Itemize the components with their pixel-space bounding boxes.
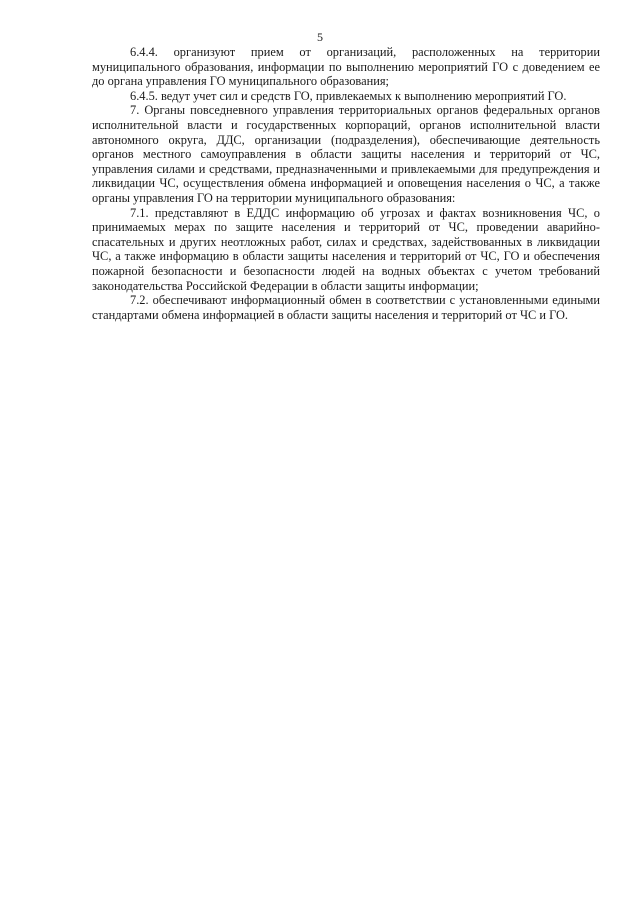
paragraph-6-4-5: 6.4.5. ведут учет сил и средств ГО, привлекаемых к выполнению мероприятий ГО. xyxy=(130,88,567,103)
paragraph-6-4-4: 6.4.4. организуют прием от организаций, расположенных на территории муниципального образования, информации по выполнению мероприятий ГО с доведением ее до органа управления ГО муниципального образования; xyxy=(92,45,600,89)
paragraph-7-2: 7.2. обеспечивают информационный обмен в соответствии с установленными едиными стандартами обмена информацией в области защиты населения и территорий от ЧС и ГО. xyxy=(92,293,600,322)
document-body xyxy=(92,45,600,322)
paragraph-7-1: 7.1. представляют в ЕДДС информацию об угрозах и фактах возникновения ЧС, о принимаемых мерах по защите населения и территорий от ЧС, проведении аварийно-спасательных и других неотложных работ, силах и средствах, задействованных в ликвидации ЧС, а также информацию в области защиты населения и территорий от ЧС, ГО и обеспечения пожарной безопасности и безопасности людей на водных объектах с учетом требований законодательства Российской Федерации в области защиты информации; xyxy=(92,205,600,293)
page-number: 5 xyxy=(317,30,323,44)
paragraph-7: 7. Органы повседневного управления территориальных органов федеральных органов исполнительной власти и государственных корпораций, органов исполнительной власти автономного округа, ДДС, организации (подразделения), обеспечивающие деятельность органов местного самоуправления в области защиты населения и территорий от ЧС, управления силами и средствами, предназначенными и привлекаемыми для предупреждения и ликвидации ЧС, осуществления обмена информацией и оповещения населения о ЧС, а также органы управления ГО на территории муниципального образования: xyxy=(92,103,600,205)
